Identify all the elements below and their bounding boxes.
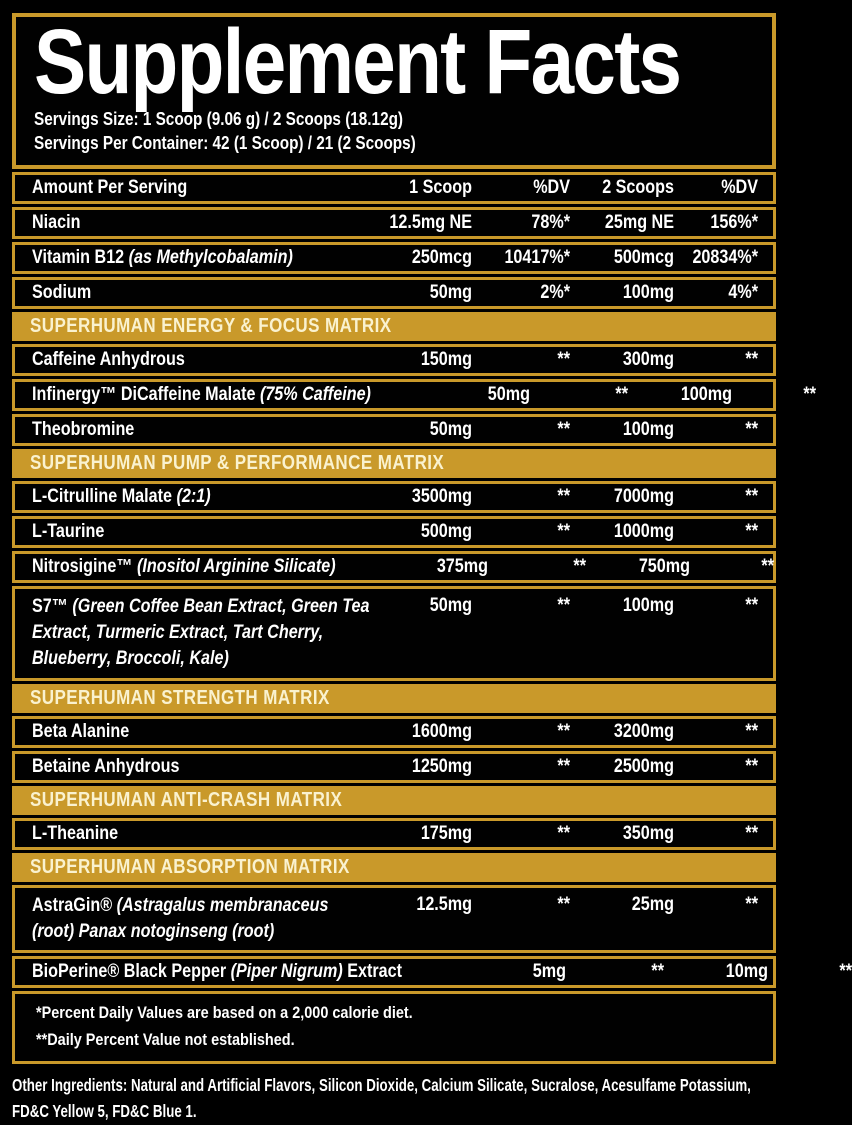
amount-2-scoops: 3200mg xyxy=(613,720,674,742)
amount-2-scoops: 750mg xyxy=(638,556,691,578)
ingredient-name: L-Taurine xyxy=(32,521,105,543)
dv-1-scoop: 2%* xyxy=(540,282,570,304)
table-row-betaine-anhydrous xyxy=(12,751,776,783)
ingredient-name: L-Citrulline Malate (2:1) xyxy=(32,486,211,508)
amount-1-scoop: 150mg xyxy=(420,349,472,371)
section-header-strength-matrix: SUPERHUMAN STRENGTH MATRIX xyxy=(12,684,776,713)
amount-1-scoop: 175mg xyxy=(420,822,472,844)
table-row-astragin xyxy=(12,885,776,954)
dv-1-scoop: ** xyxy=(557,349,570,371)
column-2-scoops: 2 Scoops xyxy=(602,177,674,199)
ingredient-name: AstraGin® (Astragalus membranaceus (root) Panax notoginseng (root) xyxy=(32,894,329,942)
dv-2-scoops: ** xyxy=(745,755,758,777)
amount-2-scoops: 10mg xyxy=(726,961,769,983)
amount-1-scoop: 50mg xyxy=(487,384,530,406)
amount-1-scoop: 12.5mg NE xyxy=(389,212,472,234)
amount-2-scoops: 500mcg xyxy=(613,247,674,269)
amount-1-scoop: 250mcg xyxy=(411,247,472,269)
dv-2-scoops: ** xyxy=(745,595,758,617)
table-row-bioperine xyxy=(12,956,852,988)
amount-1-scoop: 500mg xyxy=(420,521,472,543)
table-row-vitamin-b12 xyxy=(12,242,776,274)
section-header-energy-focus-matrix: SUPERHUMAN ENERGY & FOCUS MATRIX xyxy=(12,312,776,341)
section-header-pump-performance-matrix: SUPERHUMAN PUMP & PERFORMANCE MATRIX xyxy=(12,449,776,478)
dv-2-scoops: 156%* xyxy=(710,212,758,234)
dv-1-scoop: ** xyxy=(557,486,570,508)
other-ingredients-line-1: Other Ingredients: Natural and Artificial Flavors, Silicon Dioxide, Calcium Silicate, Sucralose, Acesulfame Potassium, xyxy=(12,1075,751,1096)
amount-1-scoop: 50mg xyxy=(429,419,472,441)
page-title: Supplement Facts xyxy=(34,11,681,113)
table-row-l-citrulline-malate xyxy=(12,481,776,513)
section-header-absorption-matrix: SUPERHUMAN ABSORPTION MATRIX xyxy=(12,853,776,882)
other-ingredients xyxy=(12,1072,776,1125)
amount-2-scoops: 1000mg xyxy=(613,521,674,543)
amount-2-scoops: 100mg xyxy=(680,384,732,406)
table-row-nitrosigine xyxy=(12,551,776,583)
footnote-daily-values: *Percent Daily Values are based on a 2,000 calorie diet. xyxy=(36,1003,413,1023)
amount-1-scoop: 50mg xyxy=(429,282,472,304)
dv-2-scoops: ** xyxy=(839,961,852,983)
dv-2-scoops: ** xyxy=(745,720,758,742)
ingredient-name: Theobromine xyxy=(32,419,135,441)
footnotes-box xyxy=(12,991,776,1064)
dv-2-scoops: ** xyxy=(745,419,758,441)
servings-size: Servings Size: 1 Scoop (9.06 g) / 2 Scoops (18.12g) xyxy=(34,109,404,130)
amount-2-scoops: 2500mg xyxy=(613,755,674,777)
amount-1-scoop: 1250mg xyxy=(411,755,472,777)
dv-2-scoops: ** xyxy=(745,349,758,371)
ingredient-name: Infinergy™ DiCaffeine Malate (75% Caffeine) xyxy=(32,384,371,406)
ingredient-name: Nitrosigine™ (Inositol Arginine Silicate) xyxy=(32,556,336,578)
table-header-row xyxy=(12,172,776,204)
ingredient-name: S7™ (Green Coffee Bean Extract, Green Tea Extract, Turmeric Extract, Tart Cherry, Blueberry, Broccoli, Kale) xyxy=(32,596,370,669)
amount-2-scoops: 25mg NE xyxy=(604,212,674,234)
dv-2-scoops: 20834%* xyxy=(692,247,758,269)
ingredient-name: Betaine Anhydrous xyxy=(32,755,180,777)
dv-2-scoops: ** xyxy=(745,521,758,543)
amount-2-scoops: 25mg xyxy=(631,893,674,915)
dv-1-scoop: ** xyxy=(557,521,570,543)
dv-1-scoop: ** xyxy=(651,961,665,983)
dv-2-scoops: 4%* xyxy=(728,282,758,304)
servings-per-container: Servings Per Container: 42 (1 Scoop) / 21 (2 Scoops) xyxy=(34,132,416,153)
table-row-sodium xyxy=(12,277,776,309)
table-row-beta-alanine xyxy=(12,716,776,748)
column-dv-2: %DV xyxy=(721,177,758,199)
ingredient-name: Vitamin B12 (as Methylcobalamin) xyxy=(32,247,293,269)
amount-2-scoops: 300mg xyxy=(622,349,674,371)
ingredient-name: Niacin xyxy=(32,212,81,234)
section-header-anti-crash-matrix: SUPERHUMAN ANTI-CRASH MATRIX xyxy=(12,786,776,815)
ingredient-name: L-Theanine xyxy=(32,822,119,844)
table-row-s7 xyxy=(12,586,776,680)
dv-2-scoops: ** xyxy=(761,556,775,578)
dv-2-scoops: ** xyxy=(745,822,758,844)
ingredient-name: Beta Alanine xyxy=(32,720,130,742)
dv-1-scoop: ** xyxy=(557,755,570,777)
dv-1-scoop: ** xyxy=(557,893,570,915)
table-row-caffeine-anhydrous xyxy=(12,344,776,376)
amount-1-scoop: 1600mg xyxy=(411,720,472,742)
ingredient-name: BioPerine® Black Pepper (Piper Nigrum) Extract xyxy=(32,961,403,983)
amount-1-scoop: 50mg xyxy=(429,595,472,617)
amount-2-scoops: 350mg xyxy=(622,822,674,844)
other-ingredients-line-2: FD&C Yellow 5, FD&C Blue 1. xyxy=(12,1101,197,1122)
ingredient-name: Caffeine Anhydrous xyxy=(32,349,185,371)
amount-1-scoop: 12.5mg xyxy=(416,893,472,915)
table-row-l-theanine xyxy=(12,818,776,850)
amount-1-scoop: 375mg xyxy=(436,556,489,578)
column-dv-1: %DV xyxy=(533,177,570,199)
dv-1-scoop: ** xyxy=(573,556,587,578)
dv-1-scoop: ** xyxy=(557,822,570,844)
footnote-not-established: **Daily Percent Value not established. xyxy=(36,1029,295,1049)
table-row-l-taurine xyxy=(12,516,776,548)
dv-1-scoop: ** xyxy=(557,595,570,617)
column-1-scoop: 1 Scoop xyxy=(409,177,472,199)
amount-2-scoops: 100mg xyxy=(622,419,674,441)
dv-2-scoops: ** xyxy=(745,893,758,915)
amount-1-scoop: 3500mg xyxy=(411,486,472,508)
dv-2-scoops: ** xyxy=(803,384,816,406)
title-box xyxy=(12,13,776,169)
amount-1-scoop: 5mg xyxy=(533,961,567,983)
table-row-theobromine xyxy=(12,414,776,446)
column-amount-per-serving: Amount Per Serving xyxy=(32,177,188,199)
ingredient-name: Sodium xyxy=(32,282,92,304)
dv-1-scoop: 78%* xyxy=(531,212,570,234)
table-row-niacin xyxy=(12,207,776,239)
dv-1-scoop: ** xyxy=(557,419,570,441)
dv-1-scoop: ** xyxy=(615,384,628,406)
dv-1-scoop: ** xyxy=(557,720,570,742)
amount-2-scoops: 100mg xyxy=(622,595,674,617)
table-row-infinergy xyxy=(12,379,816,411)
dv-1-scoop: 10417%* xyxy=(504,247,570,269)
amount-2-scoops: 100mg xyxy=(622,282,674,304)
dv-2-scoops: ** xyxy=(745,486,758,508)
amount-2-scoops: 7000mg xyxy=(613,486,674,508)
